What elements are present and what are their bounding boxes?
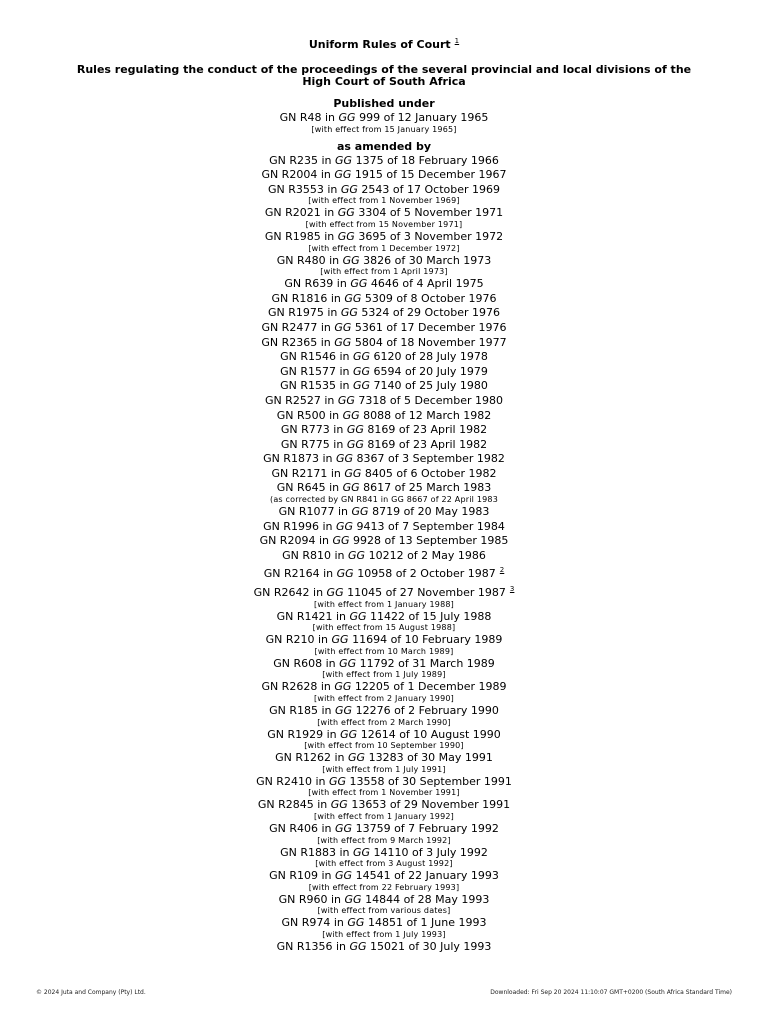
gazette-number-date: 8367 of 3 September 1982 — [353, 452, 505, 466]
effective-date-note: [with effect from various dates] — [317, 906, 451, 916]
gazette-entry — [0, 633, 768, 657]
notice-number: GN R210 in — [265, 633, 332, 647]
gazette-notice-line — [0, 610, 768, 625]
gazette-notice-line — [0, 798, 768, 813]
gazette-entry — [0, 916, 768, 940]
document-content — [0, 34, 768, 955]
notice-number: GN R3553 in — [267, 182, 341, 196]
effective-date-note: [with effect from 3 August 1992] — [315, 859, 453, 869]
gazette-number-date: 11422 of 15 July 1988 — [366, 609, 492, 623]
notice-number: GN R1996 in — [263, 519, 336, 533]
gazette-number-date: 11694 of 10 February 1989 — [348, 633, 503, 647]
document-subtitle: Rules regulating the conduct of the proceedings of the several provincial and local divisions of the High Court of South Africa — [76, 63, 692, 88]
gazette-notice-line — [0, 321, 768, 336]
gazette-number-date: 10958 of 2 October 1987 — [353, 567, 496, 581]
gazette-entry — [0, 680, 768, 704]
effective-date-note: [with effect from 10 September 1990] — [304, 741, 464, 751]
gazette-abbrev: GG — [348, 548, 366, 562]
effective-date-note: [with effect from 1 July 1993] — [322, 929, 446, 939]
notice-number: GN R2477 in — [261, 320, 335, 334]
notice-number: GN R2164 in — [263, 567, 337, 581]
gazette-abbrev: GG — [342, 253, 360, 267]
gazette-notice-line — [0, 183, 768, 198]
gazette-notice-line — [0, 379, 768, 394]
gazette-abbrev: GG — [353, 845, 371, 859]
gazette-abbrev: GG — [334, 168, 352, 182]
gazette-entry — [0, 206, 768, 230]
notice-number: GN R960 in — [278, 892, 345, 906]
gazette-abbrev: GG — [334, 680, 352, 694]
gazette-entry — [0, 183, 768, 207]
gazette-number-date: 5324 of 29 October 1976 — [357, 306, 501, 320]
effective-date-note: [with effect from 1 January 1988] — [314, 599, 454, 609]
notice-number: GN R608 in — [273, 656, 340, 670]
gazette-abbrev: GG — [340, 306, 358, 320]
gazette-entry — [0, 154, 768, 169]
gazette-abbrev: GG — [351, 505, 369, 519]
gazette-notice-line — [0, 230, 768, 245]
gazette-abbrev: GG — [344, 466, 362, 480]
gazette-abbrev: GG — [349, 939, 367, 953]
gazette-abbrev: GG — [328, 774, 347, 788]
notice-number: GN R2094 in — [259, 534, 333, 548]
notice-number: GN R1883 in — [280, 845, 353, 859]
gazette-notice-line — [0, 111, 768, 126]
gazette-number-date: 1375 of 18 February 1966 — [352, 153, 499, 167]
gazette-entry — [0, 111, 768, 135]
gazette-number-date: 14110 of 3 July 1992 — [370, 845, 488, 859]
gazette-entry — [0, 846, 768, 870]
gazette-abbrev: GG — [335, 869, 353, 883]
gazette-entry — [0, 168, 768, 183]
gazette-entry — [0, 452, 768, 467]
gazette-entry — [0, 520, 768, 535]
gazette-entry — [0, 321, 768, 336]
gazette-number-date: 3826 of 30 March 1973 — [359, 253, 492, 267]
notice-number: GN R1546 in — [280, 350, 353, 364]
gazette-notice-line — [0, 633, 768, 648]
amended-by-heading: as amended by — [336, 139, 432, 153]
effective-date-note: [with effect from 1 December 1972] — [308, 243, 460, 253]
gazette-number-date: 7140 of 25 July 1980 — [370, 379, 488, 393]
gazette-notice-line — [0, 916, 768, 931]
gazette-number-date: 3695 of 3 November 1972 — [354, 229, 504, 243]
gazette-abbrev: GG — [346, 423, 364, 437]
gazette-number-date: 13283 of 30 May 1991 — [365, 751, 493, 765]
gazette-entry — [0, 728, 768, 752]
notice-number: GN R1262 in — [275, 751, 349, 765]
gazette-entry — [0, 438, 768, 453]
gazette-number-date: 9928 of 13 September 1985 — [349, 534, 509, 548]
gazette-abbrev: GG — [340, 727, 358, 741]
notice-number: GN R1975 in — [267, 306, 341, 320]
gazette-number-date: 15021 of 30 July 1993 — [366, 939, 492, 953]
gazette-entry — [0, 481, 768, 505]
gazette-number-date: 12276 of 2 February 1990 — [352, 704, 499, 717]
gazette-abbrev: GG — [353, 379, 371, 393]
gazette-number-date: 14851 of 1 June 1993 — [364, 916, 487, 930]
notice-number: GN R810 in — [282, 548, 349, 562]
gazette-notice-line — [0, 680, 768, 695]
title-text: Uniform Rules of Court — [308, 38, 451, 51]
gazette-entry — [0, 409, 768, 424]
effective-date-note: (as corrected by GN R841 in GG 8667 of 22 April 1983 — [270, 495, 498, 505]
gazette-entry — [0, 657, 768, 681]
gazette-notice-line — [0, 423, 768, 438]
gazette-abbrev: GG — [346, 437, 364, 451]
gazette-notice-line — [0, 206, 768, 221]
notice-number: GN R1985 in — [264, 229, 338, 243]
notice-number: GN R974 in — [281, 916, 348, 930]
notice-number: GN R773 in — [280, 423, 347, 437]
gazette-entry — [0, 940, 768, 955]
gazette-number-date: 1915 of 15 December 1967 — [351, 168, 507, 182]
gazette-abbrev: GG — [348, 751, 366, 765]
gazette-number-date: 4646 of 4 April 1975 — [367, 277, 484, 291]
notice-number: GN R2845 in — [257, 798, 331, 812]
gazette-notice-line — [0, 254, 768, 269]
notice-number: GN R1077 in — [278, 505, 352, 519]
gazette-notice-line — [0, 168, 768, 183]
notice-number: GN R775 in — [280, 437, 347, 451]
gazette-number-date: 14541 of 22 January 1993 — [352, 869, 499, 883]
gazette-number-date: 13759 of 7 February 1992 — [352, 821, 499, 835]
notice-number: GN R2628 in — [261, 680, 335, 694]
gazette-abbrev: GG — [335, 704, 353, 717]
gazette-entry — [0, 549, 768, 564]
gazette-notice-line — [0, 336, 768, 351]
gazette-entry — [0, 869, 768, 893]
gazette-abbrev: GG — [337, 393, 355, 407]
gazette-entry — [0, 306, 768, 321]
notice-number: GN R645 in — [276, 481, 343, 495]
gazette-abbrev: GG — [350, 277, 368, 291]
gazette-notice-line — [0, 869, 768, 884]
gazette-entry — [0, 563, 768, 582]
gazette-notice-line — [0, 292, 768, 307]
gazette-abbrev: GG — [326, 586, 344, 600]
gazette-number-date: 8169 of 23 April 1982 — [363, 437, 488, 451]
gazette-number-date: 11045 of 27 November 1987 — [343, 586, 506, 600]
gazette-notice-line — [0, 704, 768, 719]
gazette-entry — [0, 336, 768, 351]
gazette-number-date: 12205 of 1 December 1989 — [351, 680, 507, 694]
effective-date-note: [with effect from 1 November 1991] — [308, 788, 460, 798]
gazette-notice-line — [0, 822, 768, 837]
gazette-abbrev: GG — [340, 182, 358, 196]
gazette-abbrev: GG — [335, 153, 353, 167]
gazette-entry — [0, 534, 768, 549]
gazette-number-date: 8169 of 23 April 1982 — [363, 423, 488, 437]
notice-number: GN R639 in — [284, 277, 351, 291]
notice-number: GN R406 in — [269, 821, 336, 835]
notice-number: GN R2004 in — [261, 168, 335, 182]
gazette-abbrev: GG — [342, 408, 360, 422]
gazette-abbrev: GG — [353, 350, 371, 364]
gazette-notice-line — [0, 657, 768, 672]
gazette-number-date: 13653 of 29 November 1991 — [347, 798, 511, 812]
gazette-entry — [0, 822, 768, 846]
gazette-notice-line — [0, 775, 768, 790]
gazette-notice-line — [0, 893, 768, 908]
notice-number: GN R2365 in — [261, 335, 335, 349]
gazette-notice-line — [0, 549, 768, 564]
published-list — [0, 111, 768, 135]
notice-number: GN R1535 in — [280, 379, 353, 393]
gazette-notice-line — [0, 481, 768, 496]
gazette-entry — [0, 751, 768, 775]
gazette-abbrev: GG — [335, 821, 353, 835]
notice-number: GN R1929 in — [267, 727, 341, 741]
gazette-notice-line — [0, 728, 768, 743]
effective-date-note: [with effect from 9 March 1992] — [317, 835, 451, 845]
footnote-link[interactable]: 3 — [509, 585, 515, 594]
effective-date-note: [with effect from 15 November 1971] — [305, 219, 463, 229]
gazette-notice-line — [0, 409, 768, 424]
gazette-abbrev: GG — [335, 519, 354, 533]
gazette-abbrev: GG — [330, 798, 348, 812]
gazette-notice-line — [0, 751, 768, 766]
gazette-entry — [0, 610, 768, 634]
title-footnote-link[interactable]: 1 — [454, 37, 460, 45]
gazette-notice-line — [0, 277, 768, 292]
gazette-entry — [0, 277, 768, 292]
gazette-abbrev: GG — [353, 364, 371, 378]
gazette-entry — [0, 775, 768, 799]
gazette-number-date: 8719 of 20 May 1983 — [368, 505, 490, 519]
gazette-number-date: 8088 of 12 March 1982 — [359, 408, 492, 422]
gazette-entry — [0, 379, 768, 394]
gazette-abbrev: GG — [349, 609, 367, 623]
notice-number: GN R48 in — [279, 111, 339, 124]
notice-number: GN R2021 in — [264, 206, 338, 220]
notice-number: GN R109 in — [269, 869, 336, 883]
gazette-notice-line — [0, 350, 768, 365]
gazette-entry — [0, 467, 768, 482]
gazette-number-date: 11792 of 31 March 1989 — [356, 656, 495, 670]
effective-date-note: [with effect from 1 January 1992] — [314, 811, 454, 821]
gazette-abbrev: GG — [331, 633, 349, 647]
gazette-number-date: 7318 of 5 December 1980 — [354, 393, 504, 407]
gazette-entry — [0, 704, 768, 728]
gazette-notice-line — [0, 846, 768, 861]
gazette-notice-line — [0, 467, 768, 482]
gazette-abbrev: GG — [332, 534, 350, 548]
gazette-entry — [0, 893, 768, 917]
notice-number: GN R1873 in — [263, 452, 336, 466]
gazette-abbrev: GG — [344, 291, 362, 305]
gazette-number-date: 9413 of 7 September 1984 — [353, 519, 505, 533]
effective-date-note: [with effect from 1 July 1989] — [322, 670, 446, 680]
notice-number: GN R480 in — [276, 253, 343, 267]
document-title — [0, 34, 768, 52]
gazette-abbrev: GG — [344, 892, 362, 906]
gazette-number-date: 5361 of 17 December 1976 — [351, 320, 507, 334]
gazette-number-date: 14844 of 28 May 1993 — [361, 892, 490, 906]
notice-number: GN R2527 in — [264, 393, 338, 407]
amendment-list — [0, 154, 768, 955]
gazette-abbrev: GG — [337, 229, 355, 243]
footer-download-timestamp: Downloaded: Fri Sep 20 2024 11:10:07 GMT+0200 (South Africa Standard Time) — [490, 989, 732, 996]
gazette-abbrev: GG — [338, 111, 356, 124]
gazette-notice-line — [0, 438, 768, 453]
effective-date-note: [with effect from 1 April 1973] — [320, 267, 448, 277]
gazette-notice-line — [0, 394, 768, 409]
effective-date-note: [with effect from 2 March 1990] — [317, 717, 451, 727]
gazette-notice-line — [0, 154, 768, 169]
notice-number: GN R1421 in — [276, 609, 350, 623]
notice-number: GN R1577 in — [280, 364, 353, 378]
gazette-number-date: 5309 of 8 October 1976 — [361, 291, 497, 305]
gazette-entry — [0, 394, 768, 409]
gazette-abbrev: GG — [336, 567, 354, 581]
gazette-number-date: 5804 of 18 November 1977 — [351, 335, 507, 349]
gazette-entry — [0, 350, 768, 365]
gazette-notice-line — [0, 452, 768, 467]
gazette-number-date: 8617 of 25 March 1983 — [359, 481, 492, 495]
gazette-number-date: 10212 of 2 May 1986 — [365, 548, 486, 562]
gazette-abbrev: GG — [337, 206, 355, 220]
effective-date-note: [with effect from 1 July 1991] — [322, 764, 446, 774]
gazette-entry — [0, 254, 768, 278]
gazette-number-date: 6594 of 20 July 1979 — [370, 364, 488, 378]
notice-number: GN R2171 in — [271, 466, 345, 480]
gazette-abbrev: GG — [342, 481, 360, 495]
published-under-heading: Published under — [333, 97, 435, 110]
gazette-notice-line — [0, 534, 768, 549]
gazette-abbrev: GG — [335, 452, 354, 466]
gazette-notice-line — [0, 520, 768, 535]
gazette-abbrev: GG — [334, 320, 352, 334]
gazette-notice-line — [0, 582, 768, 601]
notice-number: GN R1356 in — [276, 939, 350, 953]
gazette-notice-line — [0, 365, 768, 380]
effective-date-note: [with effect from 15 January 1965] — [311, 124, 457, 134]
notice-number: GN R185 in — [269, 704, 336, 717]
gazette-notice-line — [0, 505, 768, 520]
gazette-entry — [0, 505, 768, 520]
effective-date-note: [with effect from 15 August 1988] — [312, 623, 456, 633]
gazette-notice-line — [0, 563, 768, 582]
gazette-number-date: 12614 of 10 August 1990 — [357, 727, 501, 741]
gazette-notice-line — [0, 306, 768, 321]
gazette-number-date: 8405 of 6 October 1982 — [361, 466, 497, 480]
footer-copyright: © 2024 Juta and Company (Pty) Ltd. — [36, 989, 146, 996]
gazette-abbrev: GG — [347, 916, 365, 930]
effective-date-note: [with effect from 10 March 1989] — [314, 646, 454, 656]
gazette-entry — [0, 798, 768, 822]
gazette-abbrev: GG — [339, 656, 357, 670]
notice-number: GN R1816 in — [271, 291, 345, 305]
gazette-entry — [0, 582, 768, 610]
gazette-number-date: 999 of 12 January 1965 — [355, 111, 489, 124]
notice-number: GN R500 in — [276, 408, 343, 422]
gazette-entry — [0, 365, 768, 380]
gazette-notice-line — [0, 940, 768, 955]
gazette-number-date: 6120 of 28 July 1978 — [370, 350, 488, 364]
gazette-number-date: 13558 of 30 September 1991 — [346, 774, 512, 788]
gazette-abbrev: GG — [334, 335, 352, 349]
gazette-entry — [0, 230, 768, 254]
effective-date-note: [with effect from 1 November 1969] — [308, 196, 460, 206]
notice-number: GN R2410 in — [256, 774, 329, 788]
gazette-entry — [0, 423, 768, 438]
gazette-number-date: 3304 of 5 November 1971 — [354, 206, 504, 220]
footnote-link[interactable]: 2 — [499, 566, 505, 575]
effective-date-note: [with effect from 2 January 1990] — [314, 694, 454, 703]
effective-date-note: [with effect from 22 February 1993] — [308, 882, 460, 892]
gazette-number-date: 2543 of 17 October 1969 — [357, 182, 501, 196]
notice-number: GN R2642 in — [253, 586, 327, 600]
gazette-entry — [0, 292, 768, 307]
notice-number: GN R235 in — [269, 153, 336, 167]
